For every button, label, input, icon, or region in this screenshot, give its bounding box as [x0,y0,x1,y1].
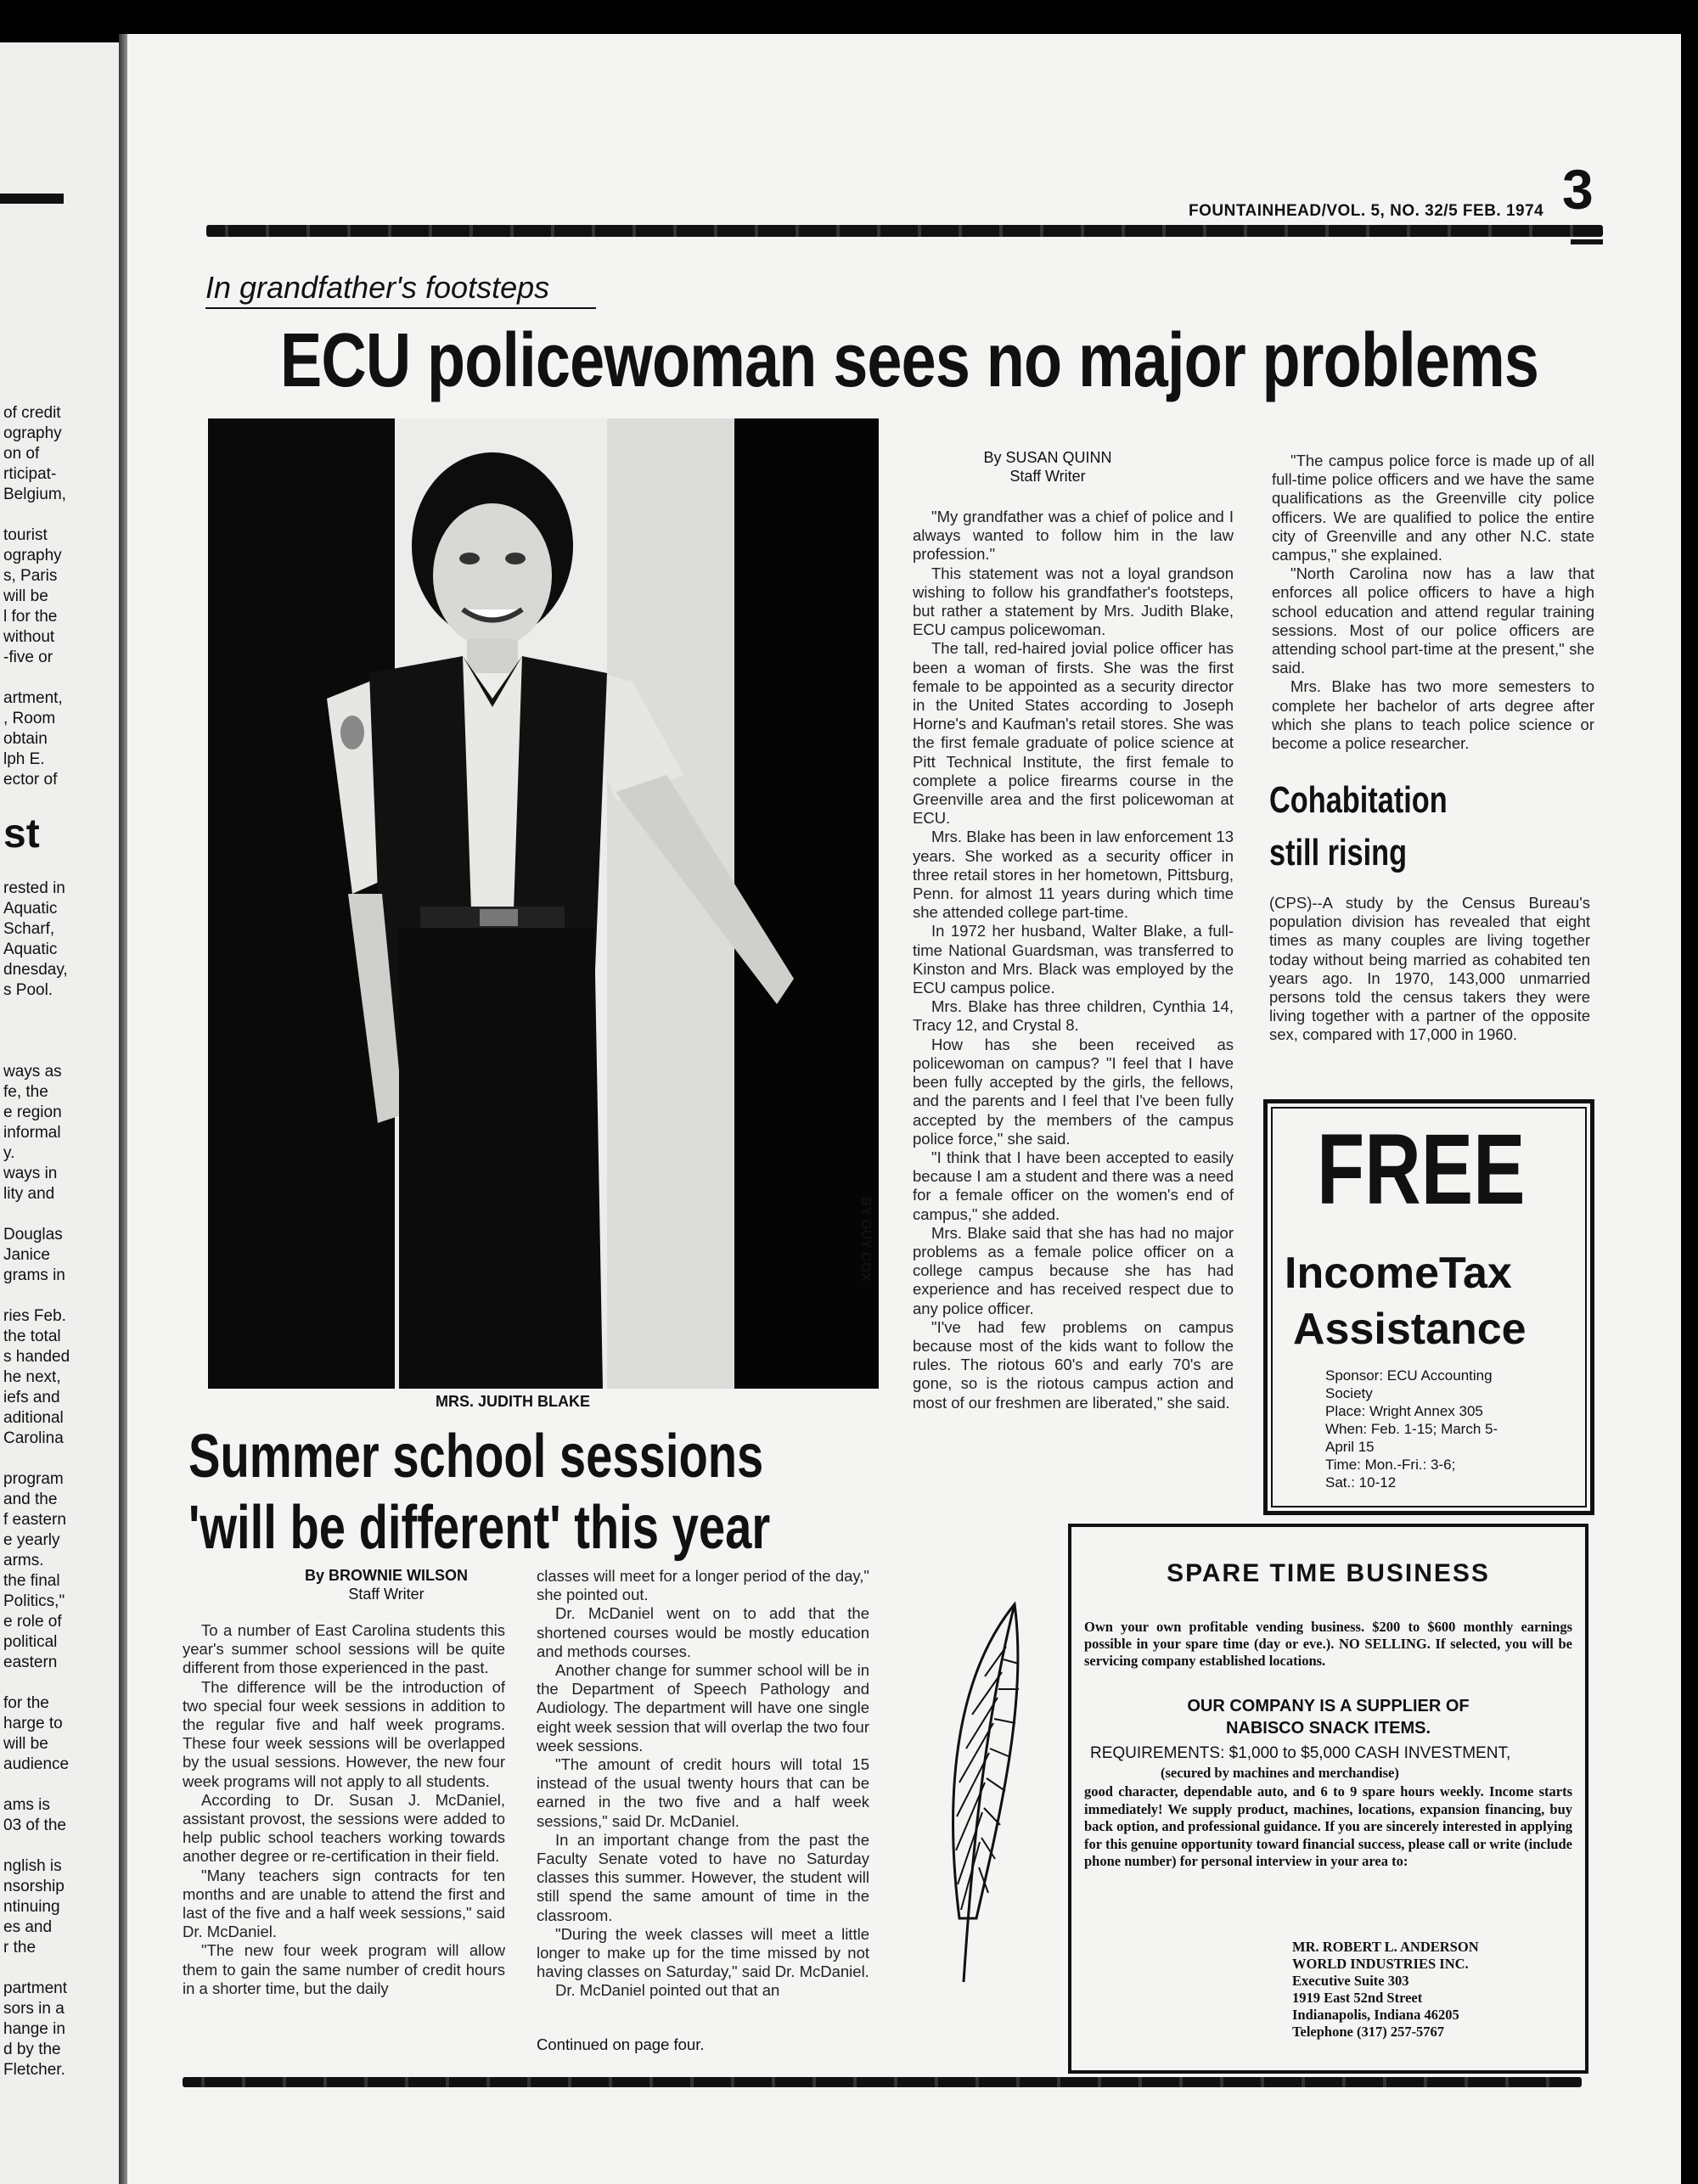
left-page-line: r the [3,1939,37,1957]
paragraph: classes will meet for a longer period of the day," she pointed out. [537,1567,869,1604]
paragraph: Mrs. Blake has three children, Cynthia 14, Tracy 12, and Crystal 8. [913,997,1234,1035]
left-page-line: Aquatic [3,940,58,958]
left-page-line: f eastern [3,1511,66,1529]
paragraph: "I've had few problems on campus because most of the kids want to follow the rules. The riotous 60's and early 70's are gone, so is the riotous campus action and most of our freshmen are liberated," she said. [913,1317,1234,1412]
address-line: WORLD INDUSTRIES INC. [1292,1956,1469,1972]
paragraph: According to Dr. Susan J. McDaniel, assistant provost, the sessions were added to help public school teachers working towards another degree or re-certification in their field. [183,1790,505,1866]
spare-title: SPARE TIME BUSINESS [1167,1559,1490,1587]
left-page-line: Scharf, [3,920,55,938]
main-story-column-1 [913,508,1234,1412]
paragraph: In an important change from the past the Faculty Senate voted to have no Saturday classes this summer. However, the student will still spend the same amount of time in the classroom. [537,1830,869,1924]
address-line: Telephone (317) 257-5767 [1292,2024,1445,2040]
free-detail-line: Sponsor: ECU Accounting [1325,1367,1493,1384]
bottom-rule [183,2077,1582,2087]
paragraph: To a number of East Carolina students this year's summer school sessions will be quite different from those experienced in the past. [183,1621,505,1677]
left-page-line: aditional [3,1409,64,1427]
left-page-text [0,403,119,2080]
left-page-line: ography [3,547,62,564]
left-page-line: ways as [3,1063,62,1081]
summer-byline [242,1566,531,1603]
main-headline: ECU policewoman sees no major problems [280,318,1539,403]
paragraph: Mrs. Blake has two more semesters to complete her bachelor of arts degree after which she plans to teach police science or become a police researcher. [1272,677,1594,753]
left-page-line: will be [3,1735,48,1753]
left-page-line [0,1775,119,1795]
left-page-line: e region [3,1103,62,1121]
left-page-line: Janice [3,1246,50,1264]
left-page-line: s, Paris [3,567,58,585]
paragraph: "I think that I have been accepted to easily because I am a student and there was a need for a female officer on the women's end of campus," she added. [913,1148,1234,1223]
left-page-line [0,1449,119,1469]
spare-supplier2: NABISCO SNACK ITEMS. [1225,1719,1431,1738]
paragraph: "The new four week program will allow them to gain the same number of credit hours in a shorter time, but the daily [183,1941,505,1997]
left-page-line: political [3,1633,58,1651]
photo-credit: BY GUY COX [858,1197,873,1282]
byline-name: By SUSAN QUINN [983,449,1112,466]
free-title: FREE [1317,1114,1526,1226]
left-page-line: -five or [3,648,53,666]
main-story-column-2 [1272,452,1594,753]
left-page-line [0,1286,119,1306]
income-tax-ad [1263,1099,1594,1515]
masthead-text: FOUNTAINHEAD/VOL. 5, NO. 32/5 FEB. 1974 [1189,202,1544,220]
left-page-line: for the [3,1694,49,1712]
spare-body: good character, dependable auto, and 6 to 9 spare hours weekly. Income starts immediately! We supply product, machines, locations, expansion financing, buy back option, and professional guidance. If you are sincerely interested in applying for this genuine opportunity toward financial success, please call or write (include phone number) for personal interview in your area to: [1084,1783,1572,1869]
paragraph: The difference will be the introduction of two special four week sessions in addition to the regular five and half week programs. These four week sessions will be overlapped by the usual sessions. However, the new four week programs will not apply to all students. [183,1677,505,1790]
paragraph: Dr. McDaniel pointed out that an [555,1981,780,2000]
left-page-line: Carolina [3,1429,64,1447]
left-page-line: tourist [3,526,48,544]
paragraph: "The amount of credit hours will total 15 instead of the usual twenty hours that can be earned in the two five and a half week sessions," said Dr. McDaniel. [537,1755,869,1830]
summer-headline-line1: Summer school sessions [188,1423,764,1491]
left-page-line: lph E. [3,750,45,768]
left-page-line: artment, [3,689,63,707]
free-detail-line: Time: Mon.-Fri.: 3-6; [1325,1457,1456,1473]
summer-byline-name: By BROWNIE WILSON [305,1567,468,1584]
left-page-line: of credit [3,404,61,422]
left-page-line: grams in [3,1266,65,1284]
paragraph: Dr. McDaniel went on to add that the shortened courses would be mostly education and methods courses. [537,1604,869,1660]
summer-column-2 [537,1567,869,2001]
left-page-line: sors in a [3,2000,65,2018]
cohab-paragraph: (CPS)--A study by the Census Bureau's population division has revealed that eight times as many couples are living together today without being married as cohabited ten years ago. In 1970, 143,000 unmarried persons told the census takers they were living together with a partner of the opposite sex, compared with 17,000 in 1960. [1269,894,1590,1044]
left-page-line: audience [3,1755,70,1773]
left-rule [0,194,64,204]
cohab-headline-line1: Cohabitation [1269,779,1448,821]
left-page-line [0,1204,119,1225]
left-page-line: dnesday, [3,961,68,979]
left-page-line: es and [3,1918,53,1936]
left-page-line: nsorship [3,1878,65,1895]
left-page-line [0,1836,119,1856]
left-page-line: harge to [3,1715,63,1732]
page-number: 3 [1562,158,1594,221]
free-detail-line: Sat.: 10-12 [1325,1474,1397,1491]
left-page-line: s Pool. [3,981,53,999]
left-page-line: rested in [3,879,65,897]
free-detail-line: When: Feb. 1-15; March 5- [1325,1421,1498,1437]
left-page-line: e yearly [3,1531,60,1549]
spare-time-ad [1068,1524,1588,2074]
summer-column-1 [183,1621,505,1998]
left-page-line: iefs and [3,1389,60,1406]
photo-judith-blake [208,418,879,1389]
left-page-line: program [3,1470,64,1488]
free-detail-line: April 15 [1325,1439,1375,1455]
paragraph: "The campus police force is made up of all full-time police officers and we have the same qualifications as the Greenville city police officers. We are qualified to police the entire city of Greenville and any other N.C. state campus," she explained. [1272,452,1594,564]
summer-headline-line2: 'will be different' this year [188,1494,771,1562]
left-page-line: rticipat- [3,465,57,483]
left-page-line: , Room [3,710,56,727]
left-page-line [0,858,119,879]
left-page-line: e role of [3,1613,62,1631]
spare-secured: (secured by machines and merchandise) [1161,1765,1399,1781]
main-byline [904,448,1191,486]
left-page-line: ries Feb. [3,1307,66,1325]
left-page-line: ntinuing [3,1898,60,1916]
left-page-line [0,505,119,525]
left-page-line: informal [3,1124,61,1142]
address-line: Executive Suite 303 [1292,1973,1409,1989]
left-page-line: will be [3,587,48,605]
left-page-line: y. [3,1144,15,1162]
spare-address [1292,1939,1479,2041]
left-page-line: on of [3,445,40,463]
left-page-line: obtain [3,730,48,748]
free-line2: IncomeTax [1285,1249,1512,1298]
left-page-line [0,1673,119,1693]
left-page-line: Fletcher. [3,2061,65,2079]
left-page-line [0,1041,119,1062]
left-page-line: Politics," [3,1592,65,1610]
left-page-line: l for the [3,608,58,626]
photo-caption: MRS. JUDITH BLAKE [436,1393,591,1410]
spare-requirements: REQUIREMENTS: $1,000 to $5,000 CASH INVESTMENT, [1090,1744,1511,1762]
left-page-line: without [3,628,55,646]
cohab-body [1269,894,1590,1045]
kicker: In grandfather's footsteps [205,270,550,305]
left-page-line: s handed [3,1348,70,1366]
masthead-rule-tail [1571,239,1603,244]
paragraph: "My grandfather was a chief of police and I always wanted to follow him in the law profession." [913,508,1234,564]
paragraph: "Many teachers sign contracts for ten months and are unable to attend the first and last of the five and a half week sessions," said Dr. McDaniel. [183,1866,505,1941]
left-page-line: arms. [3,1552,44,1569]
paragraph: "During the week classes will meet a little longer to make up for the time missed by not having classes on Saturday," said Dr. McDaniel. [537,1924,869,1981]
address-line: Indianapolis, Indiana 46205 [1292,2007,1459,2023]
address-line: 1919 East 52nd Street [1292,1990,1423,2006]
left-page-line: fe, the [3,1083,48,1101]
left-page-line [0,1021,119,1041]
byline-title: Staff Writer [1009,468,1086,485]
free-line3: Assistance [1293,1305,1527,1354]
free-details [1325,1367,1498,1491]
paragraph: In 1972 her husband, Walter Blake, a full-time National Guardsman, was transferred to Kinston and Mrs. Black was employed by the ECU campus police. [913,922,1234,997]
left-page-line: and the [3,1491,58,1508]
paragraph: How has she been received as policewoman on campus? "I feel that I have been fully accepted by the girls, the fellows, and the parents and I feel that I've been fully accepted by the members of the campus police force," she said. [913,1035,1234,1148]
left-page-line [0,1958,119,1979]
free-detail-line: Place: Wright Annex 305 [1325,1403,1483,1419]
cohab-headline-line2: still rising [1269,832,1408,873]
left-page-line: st [3,811,40,856]
left-page-line: ams is [3,1796,50,1814]
paragraph: Mrs. Blake has been in law enforcement 13 years. She worked as a security officer in three retail stores in her hometown, Pittsburg, Penn. for almost 11 years during which time she attended college part-time. [913,828,1234,922]
masthead-rule [206,225,1603,237]
spare-intro: Own your own profitable vending business. $200 to $600 monthly earnings possible in your spare time (day or eve.). NO SELLING. If selected, you will be servicing company established locations. [1084,1619,1572,1669]
left-page-line [0,790,119,811]
left-page-line: hange in [3,2020,65,2038]
left-page-line: Douglas [3,1226,63,1244]
left-page-line: 03 of the [3,1816,66,1834]
feather-illustration [934,1596,1044,1986]
left-page-line: he next, [3,1368,61,1386]
paragraph: "North Carolina now has a law that enforces all police officers to have a high school education and attend regular training sessions. Most of our police officers are attending school part-time at the present," she said. [1272,564,1594,677]
policewoman-photo [208,418,879,1389]
free-detail-line: Society [1325,1385,1373,1401]
left-page-fragment [0,42,119,2184]
left-page-line: the final [3,1572,60,1590]
kicker-underline [205,307,596,309]
left-page-line: ways in [3,1165,58,1182]
left-page-line: ography [3,424,62,442]
paragraph: This statement was not a loyal grandson wishing to follow his grandfather's footsteps, but rather a statement by Mrs. Judith Blake, ECU campus policewoman. [913,564,1234,639]
paragraph: Another change for summer school will be in the Department of Speech Pathology and Audiology. The department will have one single eight week session that will overlap the two four week sessions. [537,1661,869,1754]
left-page-line: ector of [3,771,58,789]
summer-byline-title: Staff Writer [348,1586,424,1603]
left-page-line: Aquatic [3,900,58,918]
left-page-line: nglish is [3,1857,62,1875]
left-page-line: eastern [3,1653,58,1671]
left-page-line [0,668,119,688]
left-page-line: the total [3,1328,61,1345]
paragraph: The tall, red-haired jovial police officer has been a woman of firsts. She was the first female to be appointed as a security director in the United States according to Joseph Horne's and Kaufman's retail stores. She was the first female graduate of police science at Pitt Technical Institute, the first female to complete a police firearms course in the Greenville area and the first policewoman at ECU. [913,639,1234,828]
left-page-line: Belgium, [3,486,66,503]
left-page-line: lity and [3,1185,55,1203]
left-page-line: d by the [3,2041,61,2058]
address-line: MR. ROBERT L. ANDERSON [1292,1939,1479,1955]
spare-supplier1: OUR COMPANY IS A SUPPLIER OF [1187,1697,1470,1715]
continued-note: Continued on page four. [537,2035,705,2053]
left-page-line [0,1001,119,1021]
left-page-line: partment [3,1979,67,1997]
paragraph: Mrs. Blake said that she has had no major problems as a female police officer on a college campus because she has had experience and has received respect due to any police officer. [913,1223,1234,1317]
